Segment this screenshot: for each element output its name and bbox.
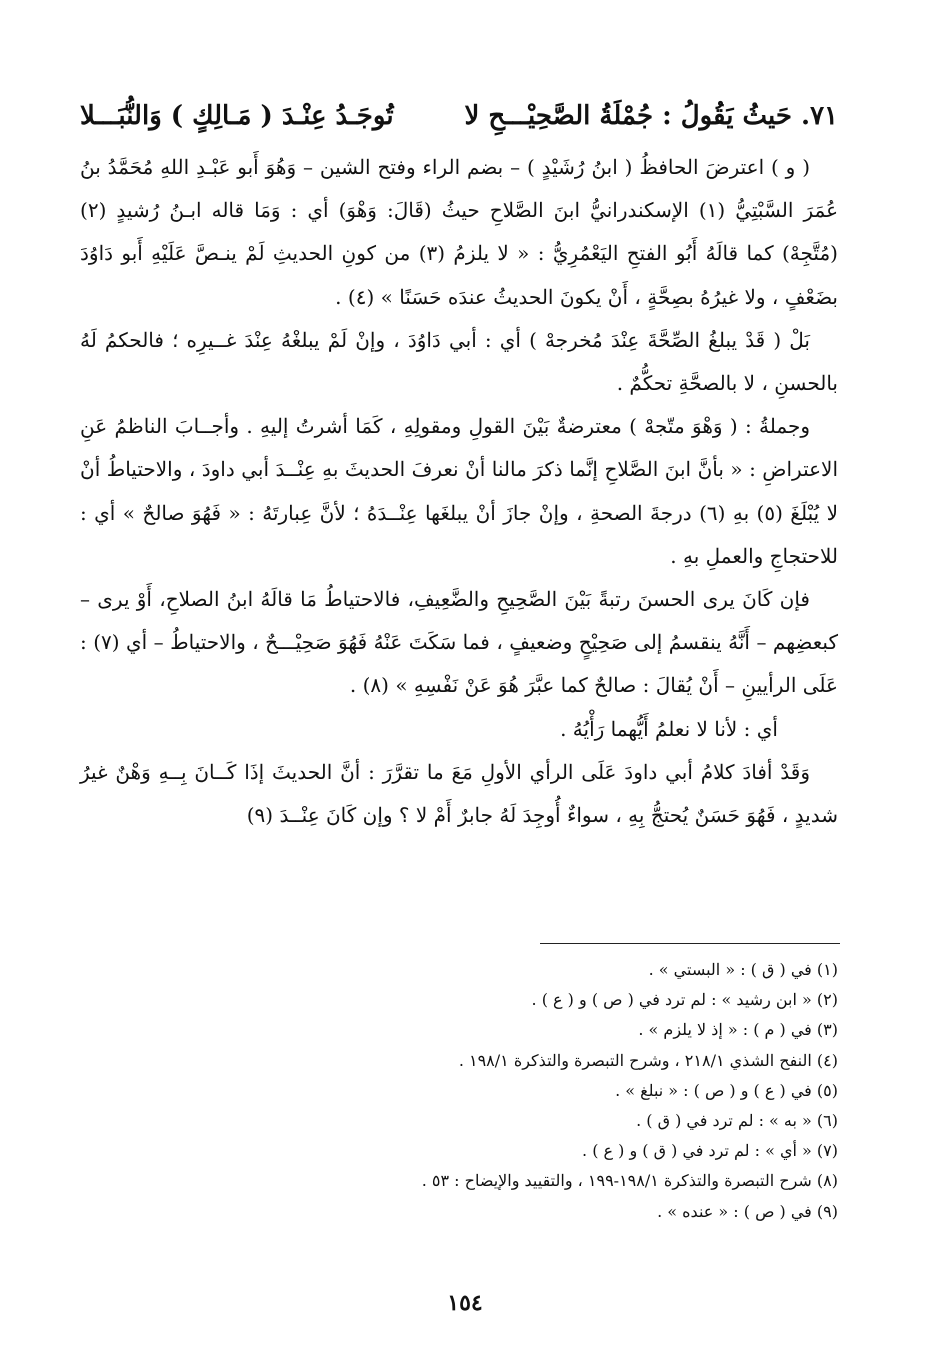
commentary-text	[80, 146, 838, 837]
verse-second-hemistich: تُوجَـدُ عِنْـدَ ( مَـالِكٍ ) وَالنُّبَـــلا	[80, 101, 394, 131]
footnote: (٤) النفح الشذي ٢١٨/١ ، وشرح التبصرة والتذكرة ١٩٨/١ .	[458, 1050, 838, 1070]
footnote: (٢) « ابن رشيد » : لم ترد في ( ص ) و ( ع ) .	[531, 990, 838, 1010]
verse-line	[80, 94, 838, 138]
paragraph: وجملةُ : ( وَهْوَ متّجهْ ) معترضةٌ بَيْنَ القولِ ومقولِهِ ، كَمَا أشرتُ إليهِ . وأجــابَ الناظمُ عَنِ الاعتراضِ : « بأنَّ ابنَ الصَّلاحِ إنَّما ذكرَ مالنا أنْ نعرفَ الحديثَ بهِ عِنْــدَ أبي داودَ ، والاحتياطُ أنْ لا يُبْلَغَ (٥) بهِ (٦) درجةَ الصحةِ ، وإنْ جازَ أنْ يبلغَها عِنْــدَهُ ؛ لأنَّ عِبارتَهُ : « فَهُوَ صالحٌ » أي : للاحتجاجِ والعملِ بهِ .	[80, 414, 838, 568]
footnote: (١) في ( ق ) : « البستي » .	[648, 960, 838, 979]
footnote: (٧) « أي » : لم ترد في ( ق ) و ( ع ) .	[582, 1141, 838, 1161]
footnote: (٥) في ( ع ) و ( ص ) : « نبلغ » .	[615, 1080, 838, 1100]
footnote: (٩) في ( ص ) : « عنده » .	[657, 1201, 838, 1221]
footnote: (٦) « به » : لم ترد في ( ق ) .	[636, 1111, 838, 1131]
paragraph: أي : لأنا لا نعلمُ أَيُّهما رَأْيُهُ .	[560, 716, 778, 741]
paragraph: فإن كَانَ يرى الحسنَ رتبةً بَيْنَ الصَّحِيحِ والضَّعِيفِ، فالاحتياطُ مَا قالَهُ ابنُ الصلاحِ، أَوْ يرى – كبعضِهم – أَنَّهُ ينقسمُ إلى صَحِيْحٍ وضعيفٍ ، فما سَكَتَ عَنْهُ فَهُوَ صَحِيْـــحٌ ، والاحتياطُ – أي (٧) : عَلَى الرأيينِ – أَنْ يُقالَ : صالحٌ كما عبَّرَ هُوَ عَنْ نَفْسِهِ » (٨) .	[80, 587, 838, 698]
footnote-separator	[540, 943, 840, 944]
page-number: ١٥٤	[447, 1290, 483, 1316]
footnotes	[80, 955, 838, 1227]
footnote: (٣) في ( م ) : « إذ لا يلزم » .	[638, 1020, 838, 1040]
footnote: (٨) شرح التبصرة والتذكرة ١٩٨/١-١٩٩ ، والتقييد والإيضاح : ٥٣ .	[421, 1171, 838, 1191]
paragraph: بَلْ ( قَدْ يبلغُ الصِّحَّةَ عِنْدَ مُخرجهْ ) أي : أبي دَاوُدَ ، وإنْ لَمْ يبلغْهُ عِنْدَ غــيرِه ؛ فالحكمُ لَهُ بالحسنِ ، لا بالصحَّةِ تحكُّمٌ .	[80, 327, 838, 396]
paragraph: ( و ) اعترضَ الحافظُ ( ابنُ رُشَيْدٍ ) – بضم الراء وفتح الشين – وَهُوَ أَبو عَبْـدِ اللهِ مُحَمَّدُ بنُ عُمَرَ السَّبْتِيُّ (١) الإسكندرانيُّ ابنَ الصَّلاحِ حيثُ (قَالَ: وَهْوَ) أي : وَمَا قاله ابـنُ رُشيدٍ (٢) (مُتَّجِهْ) كما قالَهُ أَبُو الفتحِ اليَعْمُرِيُّ : « لا يلزمُ (٣) من كونِ الحديثِ لَمْ ينـصَّ عَلَيْهِ أَبو دَاوُدَ بضَعْفٍ ، ولا غيرُهُ بصِحَّةٍ ، أَنْ يكونَ الحديثُ عندَه حَسَنًا » (٤) .	[80, 155, 838, 309]
verse-first-hemistich: ٧١. حَيثُ يَقُولُ : جُمْلَةُ الصَّحِيْـــحِ لا	[464, 101, 838, 131]
paragraph: وَقَدْ أفادَ كلامُ أبي داودَ عَلَى الرأي الأولِ مَعَ ما تقرَّرَ : أنَّ الحديثَ إذَا كَــانَ بِــهِ وَهْنٌ غيرُ شديدٍ ، فَهُوَ حَسَنٌ يُحتجُّ بِهِ ، سواءٌ أُوجِدَ لَهُ جابرٌ أَمْ لا ؟ وإن كَانَ عِنْــدَ (٩)	[80, 759, 838, 828]
